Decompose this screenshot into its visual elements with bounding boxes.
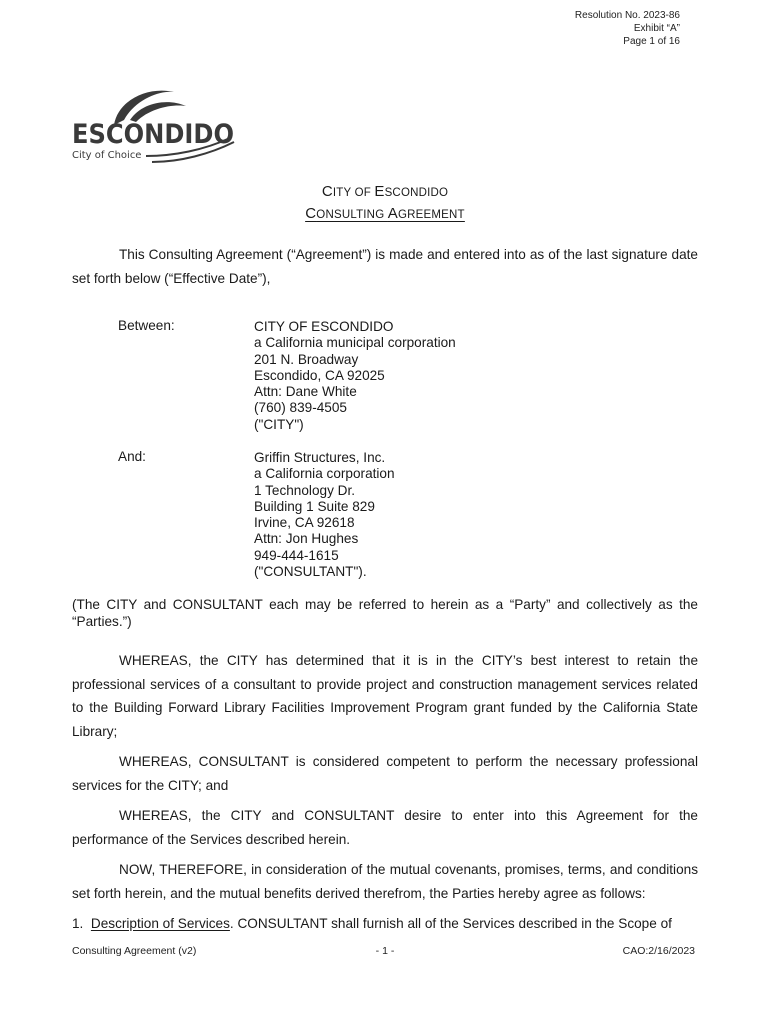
party-line: Griffin Structures, Inc. bbox=[254, 450, 386, 465]
footer-document-version: Consulting Agreement (v2) bbox=[72, 945, 197, 957]
resolution-reference bbox=[575, 9, 680, 48]
document-title-city: CITY OF ESCONDIDO bbox=[321, 183, 449, 200]
between-label: Between: bbox=[118, 318, 175, 333]
parties-note: (The CITY and CONSULTANT each may be referred to herein as a “Party” and collectively as the “Parties.”) bbox=[72, 597, 698, 629]
party-line: (760) 839-4505 bbox=[254, 400, 347, 416]
party-line: 949-444-1615 bbox=[254, 547, 339, 563]
party-line: ("CONSULTANT"). bbox=[254, 564, 367, 580]
party-line: 1 Technology Dr. bbox=[254, 482, 356, 498]
party-line: CITY OF ESCONDIDO bbox=[254, 319, 394, 334]
resolution-number: Resolution No. 2023-86 bbox=[574, 10, 680, 21]
logo-wordmark: ESCONDIDO bbox=[72, 119, 234, 150]
party-line: a California municipal corporation bbox=[254, 335, 456, 351]
whereas-paragraph-1: WHEREAS, the CITY has determined that it is in the CITY’s best interest to retain the professional services of a consultant to provide project and construction management services related to the Building Forward Library Facilities Improvement Program grant funded by the California State Library; bbox=[72, 653, 698, 739]
logo-tagline: City of Choice bbox=[72, 150, 142, 161]
whereas-paragraph-3: WHEREAS, the CITY and CONSULTANT desire to enter into this Agreement for the performance of the Services described herein. bbox=[72, 808, 698, 847]
whereas-paragraph-2: WHEREAS, CONSULTANT is considered competent to perform the necessary professional services for the CITY; and bbox=[72, 754, 698, 793]
section-number: 1. bbox=[72, 916, 84, 931]
party-line: Building 1 Suite 829 bbox=[254, 498, 375, 514]
therefore-paragraph: NOW, THEREFORE, in consideration of the mutual covenants, promises, terms, and conditions set forth herein, and the mutual benefits derived therefrom, the Parties hereby agree as follows: bbox=[72, 862, 698, 901]
footer-cao-date: CAO:2/16/2023 bbox=[622, 945, 695, 957]
party-line: Attn: Jon Hughes bbox=[254, 531, 359, 547]
party-line: Irvine, CA 92618 bbox=[254, 515, 355, 531]
page-count: Page 1 of 16 bbox=[623, 36, 680, 47]
section-text: . CONSULTANT shall furnish all of the Services described in the Scope of bbox=[229, 916, 672, 931]
intro-paragraph: This Consulting Agreement (“Agreement”) is made and entered into as of the last signature date set forth below (“Effective Date”), bbox=[72, 247, 698, 286]
party-line: 201 N. Broadway bbox=[254, 351, 359, 367]
section-1 bbox=[72, 914, 698, 934]
party-line: ("CITY") bbox=[254, 416, 304, 432]
escondido-logo bbox=[70, 80, 240, 168]
city-party-block bbox=[254, 319, 456, 433]
consultant-party-block bbox=[254, 450, 395, 580]
and-label: And: bbox=[118, 449, 146, 464]
party-line: a California corporation bbox=[254, 466, 395, 482]
footer-page-number: - 1 - bbox=[375, 945, 395, 957]
section-heading: Description of Services bbox=[90, 916, 230, 931]
exhibit-label: Exhibit “A” bbox=[633, 23, 680, 34]
party-line: Attn: Dane White bbox=[254, 384, 357, 400]
document-title-agreement: CONSULTING AGREEMENT bbox=[305, 205, 465, 222]
party-line: Escondido, CA 92025 bbox=[254, 367, 385, 383]
